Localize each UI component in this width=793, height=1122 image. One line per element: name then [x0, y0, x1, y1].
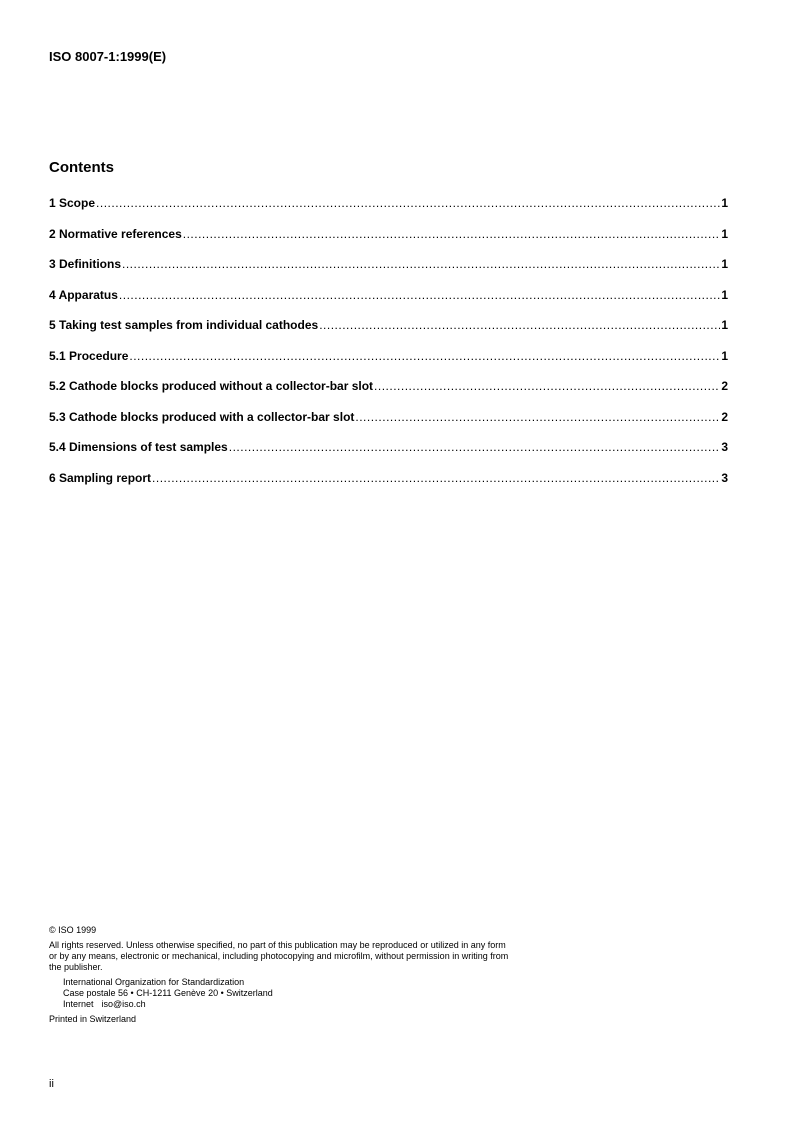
toc-entry-title: 3 Definitions — [49, 257, 122, 271]
toc-entry[interactable] — [49, 196, 728, 227]
toc-entry-title: 5 Taking test samples from individual cathodes — [49, 318, 319, 332]
toc-entry[interactable] — [49, 379, 728, 410]
toc-entry-title: 5.2 Cathode blocks produced without a collector-bar slot — [49, 379, 374, 393]
toc-dot-leader — [96, 196, 720, 210]
publisher-address — [49, 977, 509, 1010]
contents-title: Contents — [49, 159, 114, 176]
toc-dot-leader — [355, 410, 720, 424]
toc-dot-leader — [183, 227, 721, 241]
printed-in: Printed in Switzerland — [49, 1014, 137, 1024]
copyright-block — [49, 925, 509, 1025]
toc-entry[interactable] — [49, 318, 728, 349]
toc-entry-page: 1 — [721, 318, 728, 332]
organization-name: International Organization for Standardization — [63, 977, 245, 987]
toc-entry-page: 3 — [721, 440, 728, 454]
toc-entry-title: 5.1 Procedure — [49, 348, 129, 363]
page-number: ii — [49, 1078, 54, 1090]
copyright-line: © ISO 1999 — [49, 925, 97, 935]
document-id-header: ISO 8007-1:1999(E) — [49, 49, 167, 64]
table-of-contents — [49, 196, 728, 501]
toc-dot-leader — [229, 440, 721, 454]
toc-entry[interactable] — [49, 471, 728, 502]
toc-entry-page: 1 — [721, 226, 728, 241]
internet-email[interactable]: iso@iso.ch — [101, 999, 146, 1009]
toc-entry-page: 3 — [721, 470, 728, 485]
internet-label: Internet — [63, 999, 94, 1009]
toc-entry-page: 1 — [721, 348, 728, 363]
toc-dot-leader — [152, 471, 720, 485]
toc-dot-leader — [374, 379, 720, 393]
toc-entry[interactable] — [49, 440, 728, 471]
toc-entry-page: 1 — [721, 196, 728, 210]
toc-entry-title: 5.3 Cathode blocks produced with a collector-bar slot — [49, 409, 355, 424]
toc-dot-leader — [119, 288, 720, 302]
toc-entry-title: 6 Sampling report — [49, 470, 152, 485]
toc-entry-page: 1 — [721, 287, 728, 302]
internet-line — [63, 999, 509, 1010]
toc-entry-page: 1 — [721, 257, 728, 271]
toc-dot-leader — [122, 257, 720, 271]
postal-address: Case postale 56 • CH-1211 Genève 20 • Switzerland — [63, 988, 273, 998]
toc-entry-title: 1 Scope — [49, 196, 96, 210]
toc-entry[interactable] — [49, 257, 728, 288]
toc-entry[interactable] — [49, 410, 728, 441]
toc-entry-title: 2 Normative references — [49, 226, 182, 241]
toc-dot-leader — [129, 349, 720, 363]
toc-entry-page: 2 — [721, 379, 728, 393]
toc-entry[interactable] — [49, 349, 728, 380]
toc-entry[interactable] — [49, 227, 728, 258]
toc-entry-page: 2 — [721, 409, 728, 424]
toc-entry-title: 4 Apparatus — [49, 287, 118, 302]
toc-dot-leader — [319, 318, 720, 332]
toc-entry-title: 5.4 Dimensions of test samples — [49, 440, 228, 454]
toc-entry[interactable] — [49, 288, 728, 319]
rights-statement: All rights reserved. Unless otherwise specified, no part of this publication may be reproduced or utilized in any form or by any means, electronic or mechanical, including photocopying and microfilm, without permission in writing from the publisher. — [49, 940, 509, 972]
